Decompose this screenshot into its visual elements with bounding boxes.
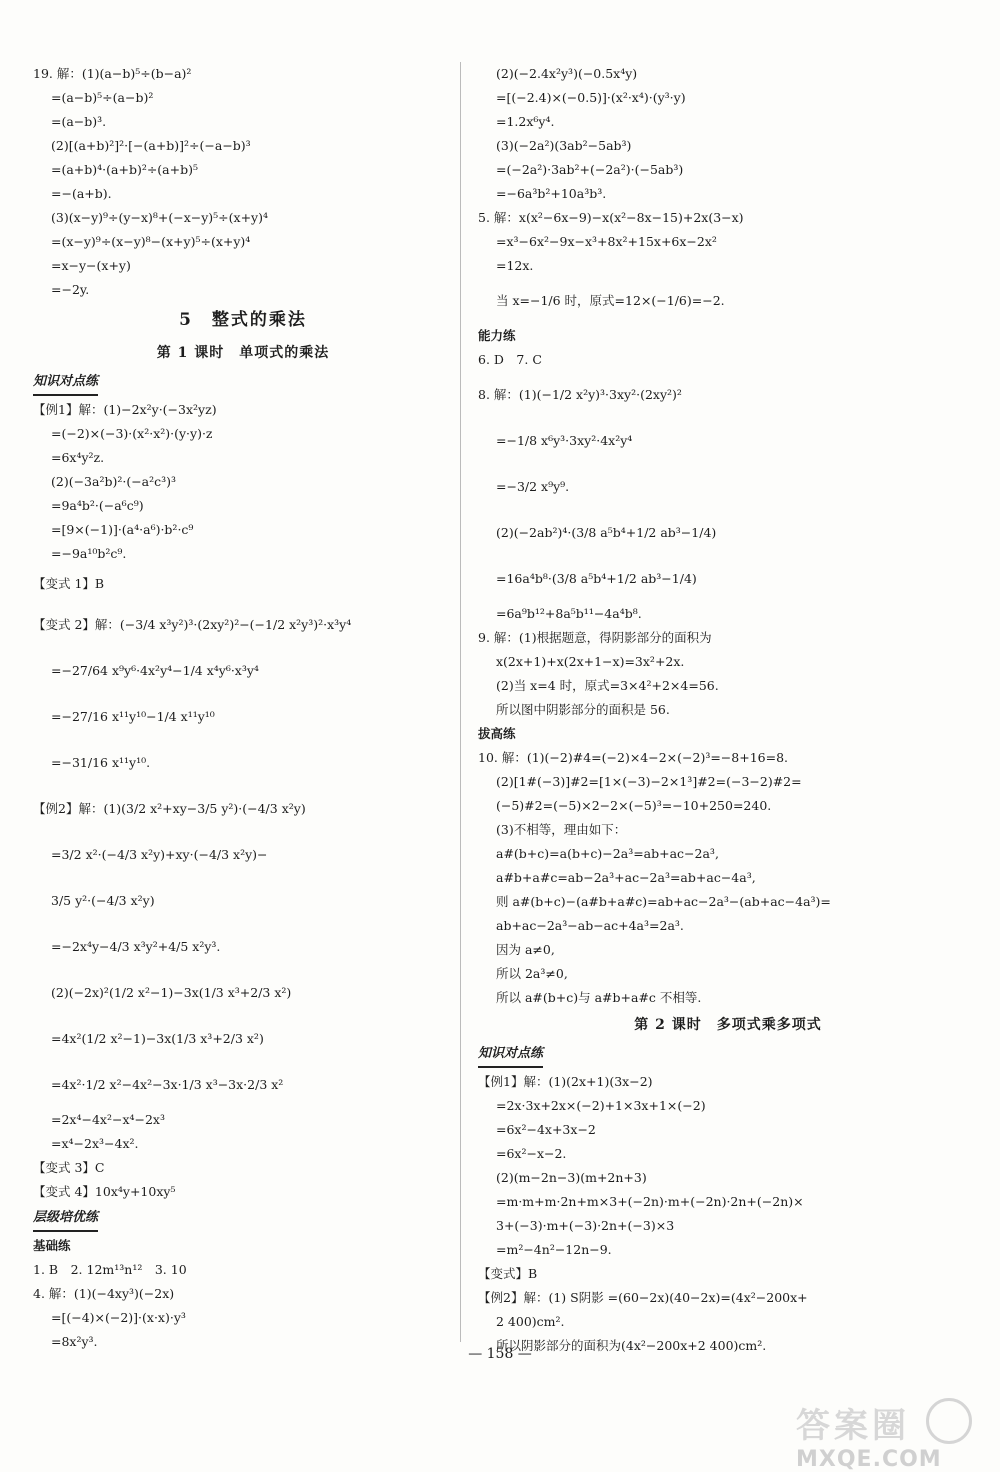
variant2-line-1: =−27/64 x⁹y⁶·4x²y⁴−1/4 x⁴y⁶·x³y⁴ [51, 663, 259, 678]
example1-line-5: =[9×(−1)]·(a⁴·a⁶)·b²·c⁹ [51, 522, 194, 537]
example2-line-4: (2)(−2x)²(1/2 x²−1)−3x(1/3 x³+2/3 x²) [51, 985, 292, 1000]
example2-line-5: =4x²(1/2 x²−1)−3x(1/3 x³+2/3 x²) [51, 1031, 264, 1046]
section-knowledge2: 知识对点练 [478, 1042, 543, 1068]
section-knowledge: 知识对点练 [33, 370, 98, 396]
q4-line-1: =[(−4)×(−2)]·(x·x)·y³ [51, 1310, 186, 1325]
lesson2-title: 第 2 课时 多项式乘多项式 [634, 1017, 822, 1033]
watermark-url: MXQE.COM [796, 1447, 942, 1472]
q10-line-8: 因为 a≠0, [496, 942, 555, 957]
q19-line-2: =(a−b)³. [51, 114, 107, 129]
q8-line-1: =−1/8 x⁶y³·3xy²·4x²y⁴ [496, 433, 633, 448]
q9-line-1: x(2x+1)+x(2x+1−x)=3x²+2x. [496, 654, 685, 669]
q19-line-5: =−(a+b). [51, 186, 112, 201]
example2-line-7: =2x⁴−4x²−x⁴−2x³ [51, 1112, 165, 1127]
q8-line-5: =6a⁹b¹²+8a⁵b¹¹−4a⁴b⁸. [496, 606, 642, 621]
lesson1-title: 第 1 课时 单项式的乘法 [156, 345, 330, 361]
q19-line-0: 19. 解：(1)(a−b)⁵÷(b−a)² [33, 66, 192, 81]
basic-head: 基础练 [33, 1238, 71, 1253]
example1-line-0: 【例1】解：(1)−2x²y·(−3x²yz) [33, 402, 217, 417]
watermark-logo [796, 1398, 976, 1472]
q9-line-0: 9. 解：(1)根据题意，得阴影部分的面积为 [478, 630, 712, 645]
ability-head: 能力练 [478, 328, 516, 343]
example1b-line-1: =2x·3x+2x×(−2)+1×3x+1×(−2) [496, 1098, 706, 1113]
variant1b: 【变式】B [478, 1266, 538, 1281]
watermark-seal-icon [926, 1398, 972, 1444]
variant1: 【变式 1】B [33, 576, 105, 591]
example2-line-6: =4x²·1/2 x²−4x²−3x·1/3 x³−3x·2/3 x² [51, 1077, 284, 1092]
q19-line-9: =−2y. [51, 282, 90, 297]
example2-line-8: =x⁴−2x³−4x². [51, 1136, 139, 1151]
q5-line-3: 当 x=−1/6 时，原式=12×(−1/6)=−2. [496, 293, 725, 308]
variant2-line-0: 【变式 2】解：(−3/4 x³y²)³·(2xy²)²−(−1/2 x²y³)²·x³y⁴ [33, 617, 352, 632]
right-column [478, 62, 978, 1358]
q5-line-0: 5. 解：x(x²−6x−9)−x(x²−8x−15)+2x(3−x) [478, 210, 744, 225]
q19-line-1: =(a−b)⁵÷(a−b)² [51, 90, 154, 105]
example1b-line-0: 【例1】解：(1)(2x+1)(3x−2) [478, 1074, 653, 1089]
q19-line-3: (2)[(a+b)²]²·[−(a+b)]²÷(−a−b)³ [51, 138, 251, 153]
page-number: — 158 — [468, 1346, 532, 1362]
example1b-line-2: =6x²−4x+3x−2 [496, 1122, 596, 1137]
variant4: 【变式 4】10x⁴y+10xy⁵ [33, 1184, 176, 1199]
q4cont-line-0: (2)(−2.4x²y³)(−0.5x⁴y) [496, 66, 638, 81]
example2-line-3: =−2x⁴y−4/3 x³y²+4/5 x²y³. [51, 939, 221, 954]
q5-line-2: =12x. [496, 258, 534, 273]
example1b-line-6: 3+(−3)·m+(−3)·2n+(−3)×3 [496, 1218, 675, 1233]
variant2-line-2: =−27/16 x¹¹y¹⁰−1/4 x¹¹y¹⁰ [51, 709, 215, 724]
q4cont-line-4: =(−2a²)·3ab²+(−2a²)·(−5ab³) [496, 162, 684, 177]
q19-line-6: (3)(x−y)⁹÷(y−x)⁸+(−x−y)⁵÷(x+y)⁴ [51, 210, 268, 225]
q10-line-3: (3)不相等，理由如下： [496, 822, 627, 837]
q10-line-10: 所以 a#(b+c)与 a#b+a#c 不相等. [496, 990, 702, 1005]
example1b-line-5: =m·m+m·2n+m×3+(−2n)·m+(−2n)·2n+(−2n)× [496, 1194, 804, 1209]
ability-answers: 6. D 7. C [478, 352, 542, 367]
example1-line-4: =9a⁴b²·(−a⁶c⁹) [51, 498, 144, 513]
example2b-line-2: 所以阴影部分的面积为(4x²−200x+2 400)cm². [496, 1338, 767, 1353]
example1b-line-3: =6x²−x−2. [496, 1146, 567, 1161]
q9-line-3: 所以图中阴影部分的面积是 56. [496, 702, 670, 717]
q10-line-0: 10. 解：(1)(−2)#4=(−2)×4−2×(−2)³=−8+16=8. [478, 750, 789, 765]
q4cont-line-1: =[(−2.4)×(−0.5)]·(x²·x⁴)·(y³·y) [496, 90, 686, 105]
section-tiered: 层级培优练 [33, 1206, 98, 1232]
example1b-line-7: =m²−4n²−12n−9. [496, 1242, 612, 1257]
q8-line-0: 8. 解：(1)(−1/2 x²y)³·3xy²·(2xy²)² [478, 387, 682, 402]
example2b-line-0: 【例2】解：(1) S阴影 =(60−2x)(40−2x)=(4x²−200x+ [478, 1290, 808, 1305]
q8-line-4: =16a⁴b⁸·(3/8 a⁵b⁴+1/2 ab³−1/4) [496, 571, 697, 586]
q10-line-9: 所以 2a³≠0, [496, 966, 568, 981]
left-column [33, 62, 453, 1354]
q4cont-line-5: =−6a³b²+10a³b³. [496, 186, 607, 201]
example1-line-1: =(−2)×(−3)·(x²·x²)·(y·y)·z [51, 426, 213, 441]
example2-line-2: 3/5 y²·(−4/3 x²y) [51, 893, 155, 908]
example1b-line-4: (2)(m−2n−3)(m+2n+3) [496, 1170, 647, 1185]
q10-line-2: (−5)#2=(−5)×2−2×(−5)³=−10+250=240. [496, 798, 772, 813]
variant2-line-3: =−31/16 x¹¹y¹⁰. [51, 755, 151, 770]
example2b-line-1: 2 400)cm². [496, 1314, 565, 1329]
q19-line-8: =x−y−(x+y) [51, 258, 131, 273]
q4-line-0: 4. 解：(1)(−4xy³)(−2x) [33, 1286, 175, 1301]
q10-line-6: 则 a#(b+c)−(a#b+a#c)=ab+ac−2a³−(ab+ac−4a³)= [496, 894, 831, 909]
example1-line-2: =6x⁴y²z. [51, 450, 105, 465]
q4cont-line-3: (3)(−2a²)(3ab²−5ab³) [496, 138, 632, 153]
q10-line-7: ab+ac−2a³−ab−ac+4a³=2a³. [496, 918, 684, 933]
q4-line-2: =8x²y³. [51, 1334, 98, 1349]
q19-line-4: =(a+b)⁴·(a+b)²÷(a+b)⁵ [51, 162, 198, 177]
q10-line-4: a#(b+c)=a(b+c)−2a³=ab+ac−2a³, [496, 846, 719, 861]
q8-line-3: (2)(−2ab²)⁴·(3/8 a⁵b⁴+1/2 ab³−1/4) [496, 525, 717, 540]
q9-line-2: (2)当 x=4 时，原式=3×4²+2×4=56. [496, 678, 719, 693]
basic-answers: 1. B 2. 12m¹³n¹² 3. 10 [33, 1262, 187, 1277]
watermark-chars: 答案圈 [796, 1406, 910, 1446]
chapter-title: 5 整式的乘法 [179, 310, 307, 330]
advance-head: 拔高练 [478, 726, 516, 741]
example1-line-3: (2)(−3a²b)²·(−a²c³)³ [51, 474, 177, 489]
q8-line-2: =−3/2 x⁹y⁹. [496, 479, 570, 494]
q19-line-7: =(x−y)⁹÷(x−y)⁸−(x+y)⁵÷(x+y)⁴ [51, 234, 251, 249]
example2-line-0: 【例2】解：(1)(3/2 x²+xy−3/5 y²)·(−4/3 x²y) [33, 801, 306, 816]
example2-line-1: =3/2 x²·(−4/3 x²y)+xy·(−4/3 x²y)− [51, 847, 268, 862]
q10-line-1: (2)[1#(−3)]#2=[1×(−3)−2×1³]#2=(−3−2)#2= [496, 774, 802, 789]
q5-line-1: =x³−6x²−9x−x³+8x²+15x+6x−2x² [496, 234, 717, 249]
q4cont-line-2: =1.2x⁶y⁴. [496, 114, 555, 129]
example1-line-6: =−9a¹⁰b²c⁹. [51, 546, 127, 561]
column-divider [460, 62, 461, 1342]
q10-line-5: a#b+a#c=ab−2a³+ac−2a³=ab+ac−4a³, [496, 870, 756, 885]
variant3: 【变式 3】C [33, 1160, 105, 1175]
